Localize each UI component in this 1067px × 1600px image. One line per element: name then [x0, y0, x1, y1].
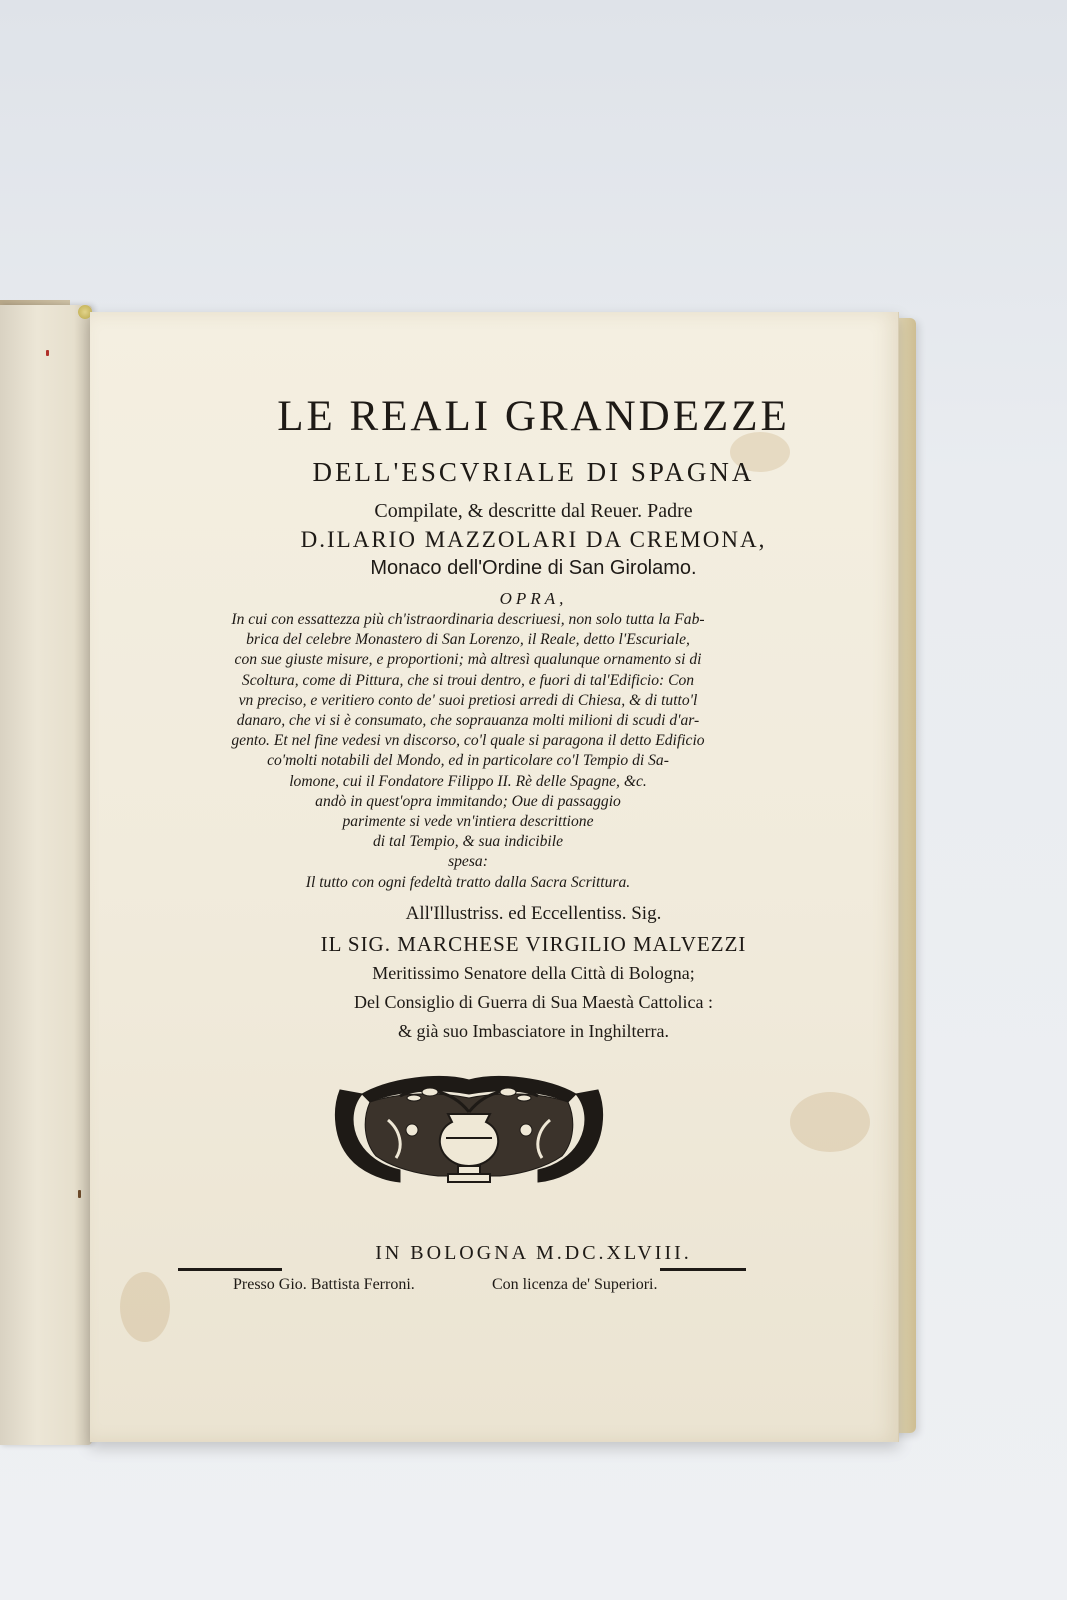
imprint-rule-left — [178, 1268, 282, 1271]
book-subtitle: Compilate, & descritte dal Reuer. Padre — [374, 500, 693, 522]
dedicatee-title-1: Meritissimo Senatore della Città di Bologna; — [372, 963, 695, 983]
description-line: parimente si vede vn'intiera descrittione — [342, 813, 594, 831]
description-line: spesa: — [448, 853, 488, 871]
description-line: Il tutto con ogni fedeltà tratto dalla Sacra Scrittura. — [305, 873, 631, 891]
imprint-printer: Presso Gio. Battista Ferroni. — [233, 1276, 415, 1293]
author-name: D.ILARIO MAZZOLARI DA CREMONA, — [300, 527, 767, 552]
dedication-salutation: All'Illustriss. ed Eccellentiss. Sig. — [405, 903, 662, 924]
page-spot — [78, 1190, 81, 1198]
description-line: Scoltura, come di Pittura, che si troui dentro, e fuori di tal'Edificio: Con — [241, 671, 695, 689]
imprint-rule-right — [660, 1268, 746, 1271]
page-spot — [46, 350, 49, 356]
description-block — [168, 610, 768, 893]
dedicatee-title-3: & già suo Imbasciatore in Inghilterra. — [398, 1021, 669, 1041]
woodcut-vase-ornament — [330, 1070, 608, 1196]
book-title-line-1: LE REALI GRANDEZZE — [277, 393, 790, 440]
description-line: vn preciso, e veritiero conto de' suoi pretiosi arredi di Chiesa, & di tutto'l — [238, 691, 698, 709]
dedicatee-name: IL SIG. MARCHESE VIRGILIO MALVEZZI — [320, 932, 747, 956]
description-line: di tal Tempio, & sua indicibile — [372, 833, 564, 851]
foxing-stain — [790, 1092, 870, 1152]
description-line: andò in quest'opra immitando; Oue di passaggio — [315, 792, 621, 810]
description-line: con sue giuste misure, e proportioni; mà altresì qualunque ornamento si di — [234, 651, 702, 669]
description-line: In cui con essattezza più ch'istraordinaria descriuesi, non solo tutta la Fab- — [231, 611, 705, 628]
foxing-stain — [120, 1272, 170, 1342]
description-line: gento. Et nel fine vedesi vn discorso, co'l quale si paragona il detto Edificio — [231, 732, 705, 750]
author-order: Monaco dell'Ordine di San Girolamo. — [370, 557, 697, 579]
imprint-license: Con licenza de' Superiori. — [492, 1276, 658, 1293]
description-line: co'molti notabili del Mondo, ed in particolare co'l Tempio di Sa- — [267, 752, 669, 770]
opra-heading: OPRA, — [499, 589, 568, 608]
description-line: danaro, che vi si è consumato, che soprauanza molti milioni di scudi d'ar- — [236, 712, 700, 730]
dedicatee-title-2: Del Consiglio di Guerra di Sua Maestà Cattolica : — [354, 992, 713, 1012]
book-title-line-2: DELL'ESCVRIALE DI SPAGNA — [312, 457, 755, 487]
imprint-place-date: IN BOLOGNA M.DC.XLVIII. — [375, 1242, 692, 1264]
description-line: brica del celebre Monastero di San Lorenzo, il Reale, detto l'Escuriale, — [246, 631, 690, 649]
description-line: lomone, cui il Fondatore Filippo II. Rè delle Spagne, &c. — [289, 772, 647, 790]
